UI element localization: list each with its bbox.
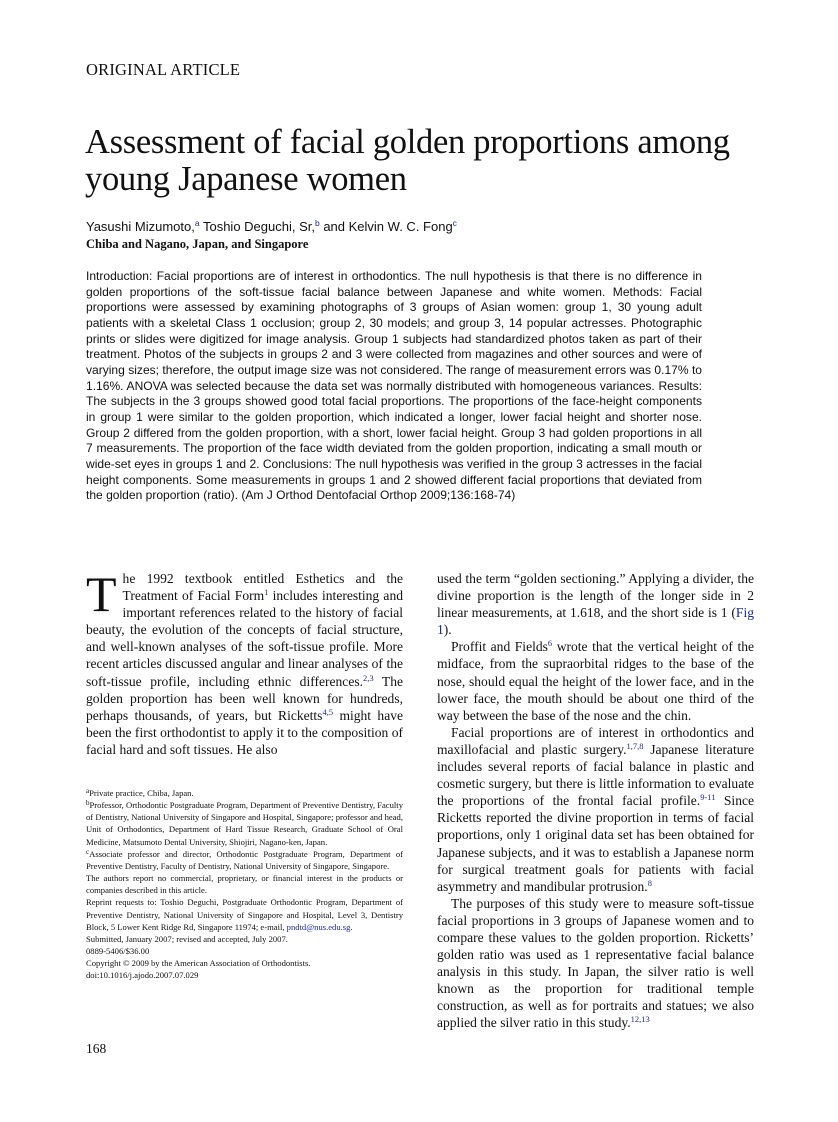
paragraph-text: Facial proportions are of interest in orthodontics and maxillofacial and plastic surgery. bbox=[437, 724, 754, 757]
intro-paragraph bbox=[86, 566, 403, 758]
footnote-text: Professor, Orthodontic Postgraduate Program, Department of Preventive Dentistry, Faculty of Dentistry, National University of Singapore and Hospital, Singapore; professor and head, Unit of Orthodontics, Department of Hard Tissue Research, Graduate School of Oral Medicine, Matsumoto Dental University, Shiojiri, Nagano-ken, Japan. bbox=[86, 800, 403, 847]
footnote-mark: b bbox=[86, 799, 90, 808]
conflict-statement: The authors report no commercial, proprietary, or financial interest in the products or companies described in this article. bbox=[86, 873, 403, 896]
footnote bbox=[86, 787, 403, 799]
abstract: Introduction: Facial proportions are of interest in orthodontics. The null hypothesis is that there is no difference in golden proportions of the soft-tissue facial balance between Japanese and white women. Methods: Facial proportions were assessed by examining photographs of 3 groups of Asian women: group 1, 30 young adult patients with a skeletal Class 1 occlusion; group 2, 30 models; and group 3, 14 popular actresses. Photographic prints or slides were digitized for image analysis. Group 1 subjects had standardized photos taken as part of their treatment. Photos of the subjects in groups 2 and 3 were collected from magazines and other sources and were of varying sizes; therefore, the output image size was not considered. The range of measurement errors was 0.17% to 1.16%. ANOVA was selected because the data set was normally distributed with homogeneous variances. Results: The subjects in the 3 groups showed good total facial proportions. The proportions of the face-height components in group 1 were similar to the golden proportion, which indicated a longer, lower facial height and shorter nose. Group 2 differed from the golden proportion, with a short, lower facial height. Group 3 had golden proportions in all 7 measurements. The proportion of the face width deviated from the golden proportion, indicating a small mouth or wide-set eyes in groups 1 and 2. Conclusions: The null hypothesis was verified in the group 3 actresses in the facial height components. Some measurements in groups 1 and 2 showed different facial proportions that deviated from the golden proportion (ratio). (Am J Orthod Dentofacial Orthop 2009;136:168-74) bbox=[86, 269, 702, 503]
submission-dates: Submitted, January 2007; revised and accepted, July 2007. bbox=[86, 933, 288, 944]
footnote-mark: a bbox=[86, 787, 90, 795]
paragraph-text: The purposes of this study were to measure soft-tissue facial proportions in 3 groups of Japanese women and to compare these values to the golden proportion. Ricketts’ golden ratio was used as 1 representative facial balance analysis in this study. In Japan, the silver ratio is well known as the proportion for traditional temple construction, as well as for portraits and statues; we also applied the silver ratio in this study. bbox=[437, 895, 754, 1031]
author-affiliation-mark: a bbox=[194, 218, 200, 228]
paragraph bbox=[437, 638, 754, 723]
drop-cap: T bbox=[86, 566, 117, 622]
figure-link[interactable]: Fig 1 bbox=[437, 605, 754, 638]
author-name: and Kelvin W. C. Fong bbox=[319, 219, 453, 234]
article-title: Assessment of facial golden proportions among young Japanese women bbox=[85, 123, 730, 198]
paragraph bbox=[437, 570, 754, 638]
reprint-requests bbox=[86, 896, 403, 932]
citation-ref[interactable]: 8 bbox=[647, 877, 652, 888]
issn: 0889-5406/$36.00 bbox=[86, 946, 150, 957]
footnote-text: . bbox=[350, 921, 353, 932]
copyright: Copyright © 2009 by the American Association of Orthodontists. bbox=[86, 958, 311, 969]
citation-ref[interactable]: 2,3 bbox=[363, 672, 374, 683]
author-list bbox=[86, 219, 457, 234]
paragraph-text: he 1992 textbook entitled Esthetics and the Treatment of Facial Form bbox=[122, 571, 403, 604]
citation-ref[interactable]: 1,7,8 bbox=[626, 740, 644, 751]
paragraph-text: used the term “golden sectioning.” Applying a divider, the divine proportion is the length of the longer side in 2 linear measurements, at 1.618, and the short side is 1 ( bbox=[437, 571, 754, 621]
footnote-text: Reprint requests to: Toshio Deguchi, Postgraduate Orthodontic Program, Department of Preventive Dentistry, National University of Singapore and Hospital, Level 3, Dentistry Block, 5 Lower Kent Ridge Rd, Singapore 11974; e-mail, bbox=[86, 897, 403, 932]
paragraph-text: Japanese literature includes several reports of facial balance in plastic and cosmetic surgery, but there is little information to evaluate the proportions of the frontal facial profile. bbox=[437, 741, 755, 809]
paragraph-text: includes interesting and important references related to the history of facial beauty, the evolution of the concepts of facial structure, and well-known analyses of the soft-tissue profile. More recent articles discussed angular and linear analyses of the soft-tissue profile, including ethnic differences. bbox=[86, 588, 403, 689]
section-label: ORIGINAL ARTICLE bbox=[86, 60, 241, 79]
paragraph-text: might have been the first orthodontist to apply it to the composition of facial hard and soft tissues. He also bbox=[86, 707, 403, 757]
citation-ref[interactable]: 4,5 bbox=[322, 706, 334, 717]
author-affiliation-mark: c bbox=[452, 218, 457, 228]
footnote-text: Associate professor and director, Orthodontic Postgraduate Program, Department of Preventive Dentistry, Faculty of Dentistry, National University of Singapore, Singapore. bbox=[86, 848, 403, 871]
author-locations: Chiba and Nagano, Japan, and Singapore bbox=[86, 237, 309, 251]
author-affiliation-mark: b bbox=[314, 218, 320, 228]
footnote-mark: c bbox=[86, 847, 90, 856]
paragraph-text: Proffit and Fields bbox=[451, 639, 548, 655]
doi: doi:10.1016/j.ajodo.2007.07.029 bbox=[86, 970, 199, 981]
paragraph bbox=[437, 724, 754, 895]
footnote bbox=[86, 799, 403, 848]
citation-ref[interactable]: 12,13 bbox=[630, 1014, 650, 1025]
paragraph-text: ). bbox=[443, 622, 452, 638]
paragraph-text: Since Ricketts reported the divine proportion in terms of facial proportions, only 1 original data set has been obtained for Japanese subjects, and it was to establish a Japanese norm for surgical treatment goals for patients with facial asymmetry and mandibular protrusion. bbox=[437, 793, 754, 894]
citation-ref[interactable]: 1 bbox=[264, 587, 269, 598]
author-name: Yasushi Mizumoto, bbox=[86, 219, 195, 234]
footnotes bbox=[86, 787, 403, 982]
footnote-text: Private practice, Chiba, Japan. bbox=[89, 788, 194, 798]
citation-ref[interactable]: 6 bbox=[547, 638, 553, 649]
paragraph-text: The golden proportion has been well known for hundreds, perhaps thousands, of years, but Ricketts bbox=[86, 673, 403, 723]
paragraph bbox=[437, 895, 754, 1032]
email-link[interactable]: pndtd@nus.edu.sg bbox=[286, 921, 351, 932]
body-column-left bbox=[86, 566, 403, 758]
author-name: Toshio Deguchi, Sr, bbox=[199, 219, 315, 234]
page-number: 168 bbox=[86, 1041, 107, 1056]
footnote bbox=[86, 848, 403, 872]
citation-ref[interactable]: 9-11 bbox=[700, 792, 716, 803]
paragraph-text: wrote that the vertical height of the midface, from the supraorbital ridges to the base of the nose, should equal the height of the lower face, and in the lower face, the mouth should be about one third of the way between the base of the nose and the chin. bbox=[437, 639, 754, 723]
body-column-right bbox=[437, 570, 754, 1032]
